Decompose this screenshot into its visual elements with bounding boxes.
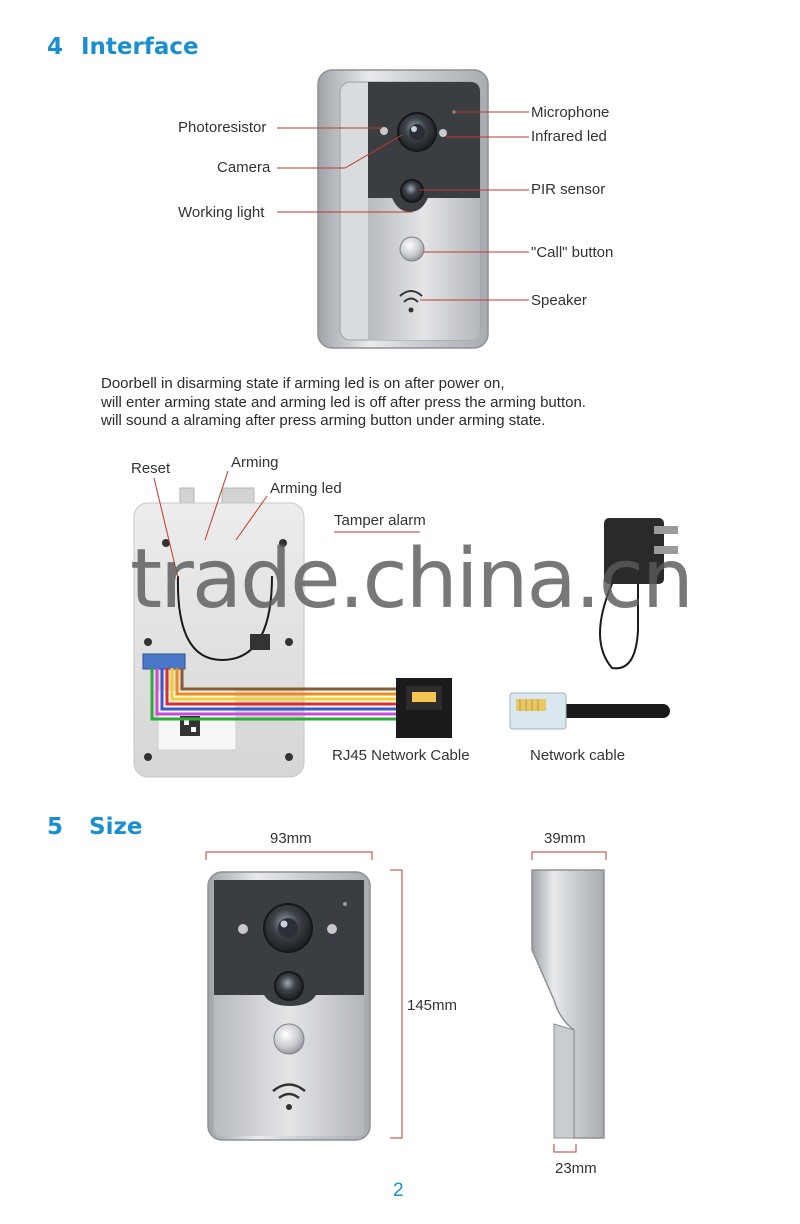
label-rj45-network-cable: RJ45 Network Cable [332,747,470,764]
label-call-button: "Call" button [531,244,614,261]
dimension-height-label: 145mm [407,997,458,1014]
label-tamper-alarm: Tamper alarm [334,512,426,529]
page-number: 2 [393,1180,404,1201]
section-title: Size [89,814,143,840]
label-arming: Arming [231,454,279,471]
doorbell-back-illustration [134,488,304,777]
description-paragraph [101,375,741,431]
label-infrared-led: Infrared led [531,128,607,145]
description-line: Doorbell in disarming state if arming led is on after power on, [101,375,505,392]
watermark: trade.china.cn [130,532,692,627]
label-working-light: Working light [178,204,265,221]
power-adapter-illustration [600,518,678,668]
section-number: 4 [47,34,64,60]
rj45-jack-illustration [396,678,452,738]
label-reset: Reset [131,460,171,477]
doorbell-size-front-illustration [208,872,370,1140]
label-camera: Camera [217,159,271,176]
label-arming-led: Arming led [270,480,342,497]
label-speaker: Speaker [531,292,587,309]
dimension-width-label: 93mm [270,830,312,847]
description-line: will sound a alraming after press arming button under arming state. [101,412,546,429]
description-line: will enter arming state and arming led is off after press the arming button. [101,393,586,411]
dimension-depth-label: 39mm [544,830,586,847]
doorbell-size-side-illustration [532,870,604,1138]
label-network-cable: Network cable [530,747,626,764]
dimension-base-depth-label: 23mm [555,1160,597,1177]
section-number: 5 [47,814,64,840]
label-pir-sensor: PIR sensor [531,181,606,198]
label-photoresistor: Photoresistor [178,119,267,136]
label-microphone: Microphone [531,104,610,121]
network-cable-illustration [510,693,663,729]
section-title: Interface [81,34,199,60]
